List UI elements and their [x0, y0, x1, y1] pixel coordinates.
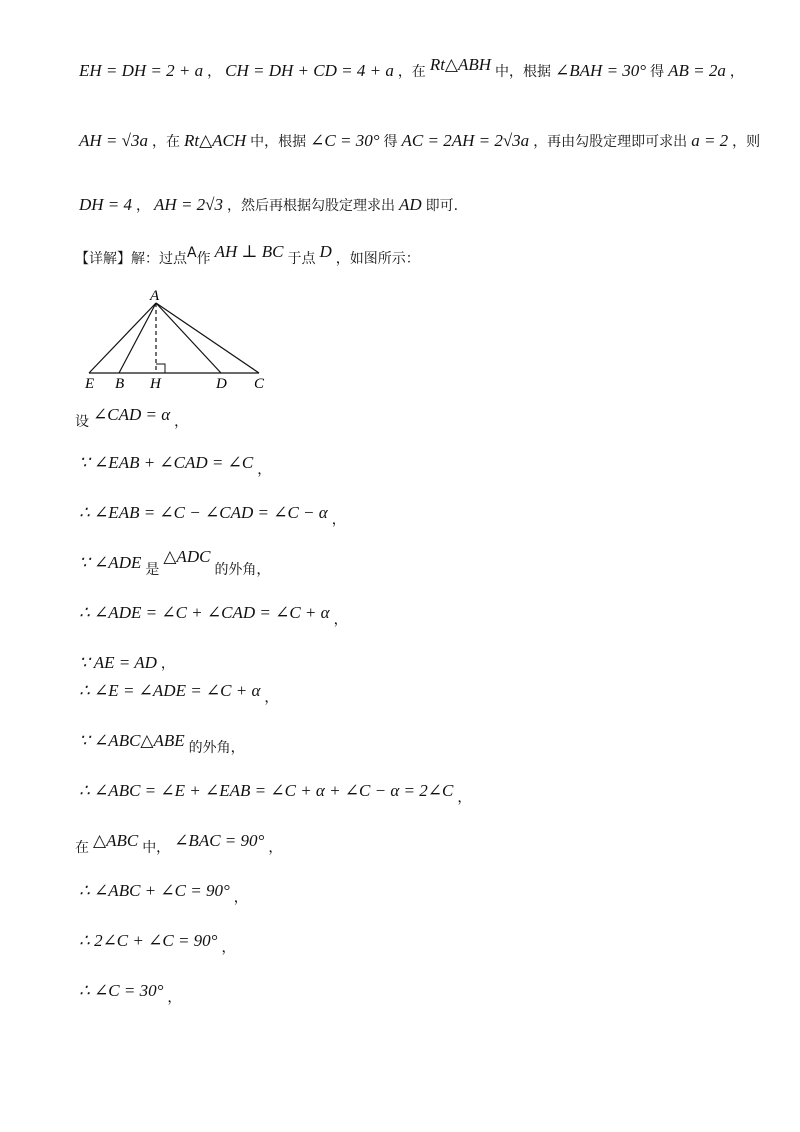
math-expression: ∵ ∠EAB + ∠CAD = ∠C [79, 453, 254, 472]
math-expression: ∠BAC = 90° [174, 831, 265, 850]
segment-ea [89, 303, 156, 373]
segment-ca [156, 303, 259, 373]
text-fragment: ， [167, 990, 182, 1006]
text-fragment: 中，根据 [495, 64, 552, 80]
text-line [75, 730, 245, 756]
text-line [75, 242, 420, 270]
math-expression: a = 2 [691, 131, 729, 150]
text-line [75, 652, 175, 675]
text-line [75, 502, 346, 528]
text-fragment: 设 [75, 414, 89, 430]
text-fragment: 得 [650, 64, 665, 80]
text-fragment: ， [207, 64, 222, 80]
text-line [75, 980, 182, 1006]
math-expression: ∠BAH = 30° [555, 61, 647, 80]
text-line [75, 452, 272, 478]
math-expression: AH ⊥ BC [214, 242, 284, 261]
math-expression: AH = 2√3 [154, 195, 223, 214]
math-expression: CH = DH + CD = 4 + a [225, 61, 394, 80]
text-fragment: ， [136, 198, 151, 214]
label-c: C [254, 376, 265, 392]
label-e: E [85, 376, 95, 392]
math-expression: AB = 2a [668, 61, 726, 80]
math-expression: ∵ AE = AD [79, 653, 157, 672]
geometry-figure [75, 285, 295, 395]
text-fragment: ， [174, 414, 189, 430]
text-fragment: 即可. [425, 198, 459, 214]
text-line [75, 880, 248, 906]
math-expression: AD [399, 195, 422, 214]
label-b: B [115, 376, 125, 392]
math-expression: ∠C = 30° [310, 131, 380, 150]
text-fragment: ， [457, 790, 472, 806]
segment-da [156, 303, 221, 373]
math-expression: ∴ ∠ABC + ∠C = 90° [79, 881, 230, 900]
text-fragment: ， [268, 840, 283, 856]
label-h: H [150, 376, 161, 392]
math-expression: D [319, 242, 332, 261]
math-expression: AH = √3a [79, 131, 148, 150]
math-expression: DH = 4 [79, 195, 133, 214]
math-expression: Rt△ACH [183, 131, 247, 150]
text-fragment: 在 [75, 840, 89, 856]
math-expression: ∠CAD = α [93, 405, 171, 424]
text-line [75, 130, 760, 153]
math-expression: Rt△ABH [429, 55, 492, 74]
math-expression: ∴ ∠ADE = ∠C + ∠CAD = ∠C + α [79, 603, 330, 622]
text-fragment: A [187, 245, 197, 261]
text-fragment: ， [160, 656, 175, 672]
math-expression: EH = DH = 2 + a [79, 61, 204, 80]
text-fragment: ，再由勾股定理即可求出 [533, 134, 688, 150]
math-expression: ∴ ∠C = 30° [79, 981, 164, 1000]
text-fragment: 是 [145, 562, 160, 578]
text-fragment: ，如图所示： [335, 251, 420, 267]
math-expression: ∴ ∠EAB = ∠C − ∠CAD = ∠C − α [79, 503, 328, 522]
text-fragment: ，在 [397, 64, 426, 80]
math-expression: △ADC [163, 547, 211, 566]
math-expression: △ABC [93, 831, 139, 850]
text-fragment: 于点 [287, 251, 316, 267]
text-fragment: ， [233, 890, 248, 906]
text-fragment: 【详解】解：过点 [75, 251, 187, 267]
text-fragment: ， [257, 462, 272, 478]
text-fragment: ， [333, 612, 348, 628]
text-fragment: ， [729, 64, 744, 80]
text-line [75, 780, 472, 806]
text-fragment: 中，根据 [250, 134, 307, 150]
text-fragment: ，然后再根据勾股定理求出 [227, 198, 395, 214]
math-expression: ∵ ∠ADE [79, 553, 142, 572]
math-expression: ∵ ∠ABC△ABE [79, 731, 185, 750]
text-fragment: 作 [196, 251, 211, 267]
text-fragment: 得 [383, 134, 398, 150]
label-d: D [216, 376, 227, 392]
text-fragment: ， [264, 690, 279, 706]
text-line [75, 602, 348, 628]
text-fragment: ， [331, 512, 346, 528]
text-fragment: 的外角， [214, 562, 271, 578]
text-line [75, 680, 279, 706]
text-fragment: ，则 [732, 134, 761, 150]
math-expression: ∴ ∠ABC = ∠E + ∠EAB = ∠C + α + ∠C − α = 2∠C [79, 781, 454, 800]
text-line [75, 547, 271, 578]
label-a: A [150, 288, 160, 304]
text-line [75, 930, 236, 956]
text-fragment: ， [221, 940, 236, 956]
text-fragment: ，在 [151, 134, 180, 150]
text-line [75, 404, 189, 430]
text-line [75, 55, 744, 83]
math-expression: ∴ ∠E = ∠ADE = ∠C + α [79, 681, 261, 700]
math-expression: ∴ 2∠C + ∠C = 90° [79, 931, 218, 950]
right-angle-mark [156, 364, 165, 373]
text-line [75, 830, 283, 856]
text-line [75, 194, 458, 217]
text-fragment: 中， [142, 840, 171, 856]
math-expression: AC = 2AH = 2√3a [401, 131, 530, 150]
segment-ba [119, 303, 156, 373]
text-fragment: 的外角， [188, 740, 245, 756]
